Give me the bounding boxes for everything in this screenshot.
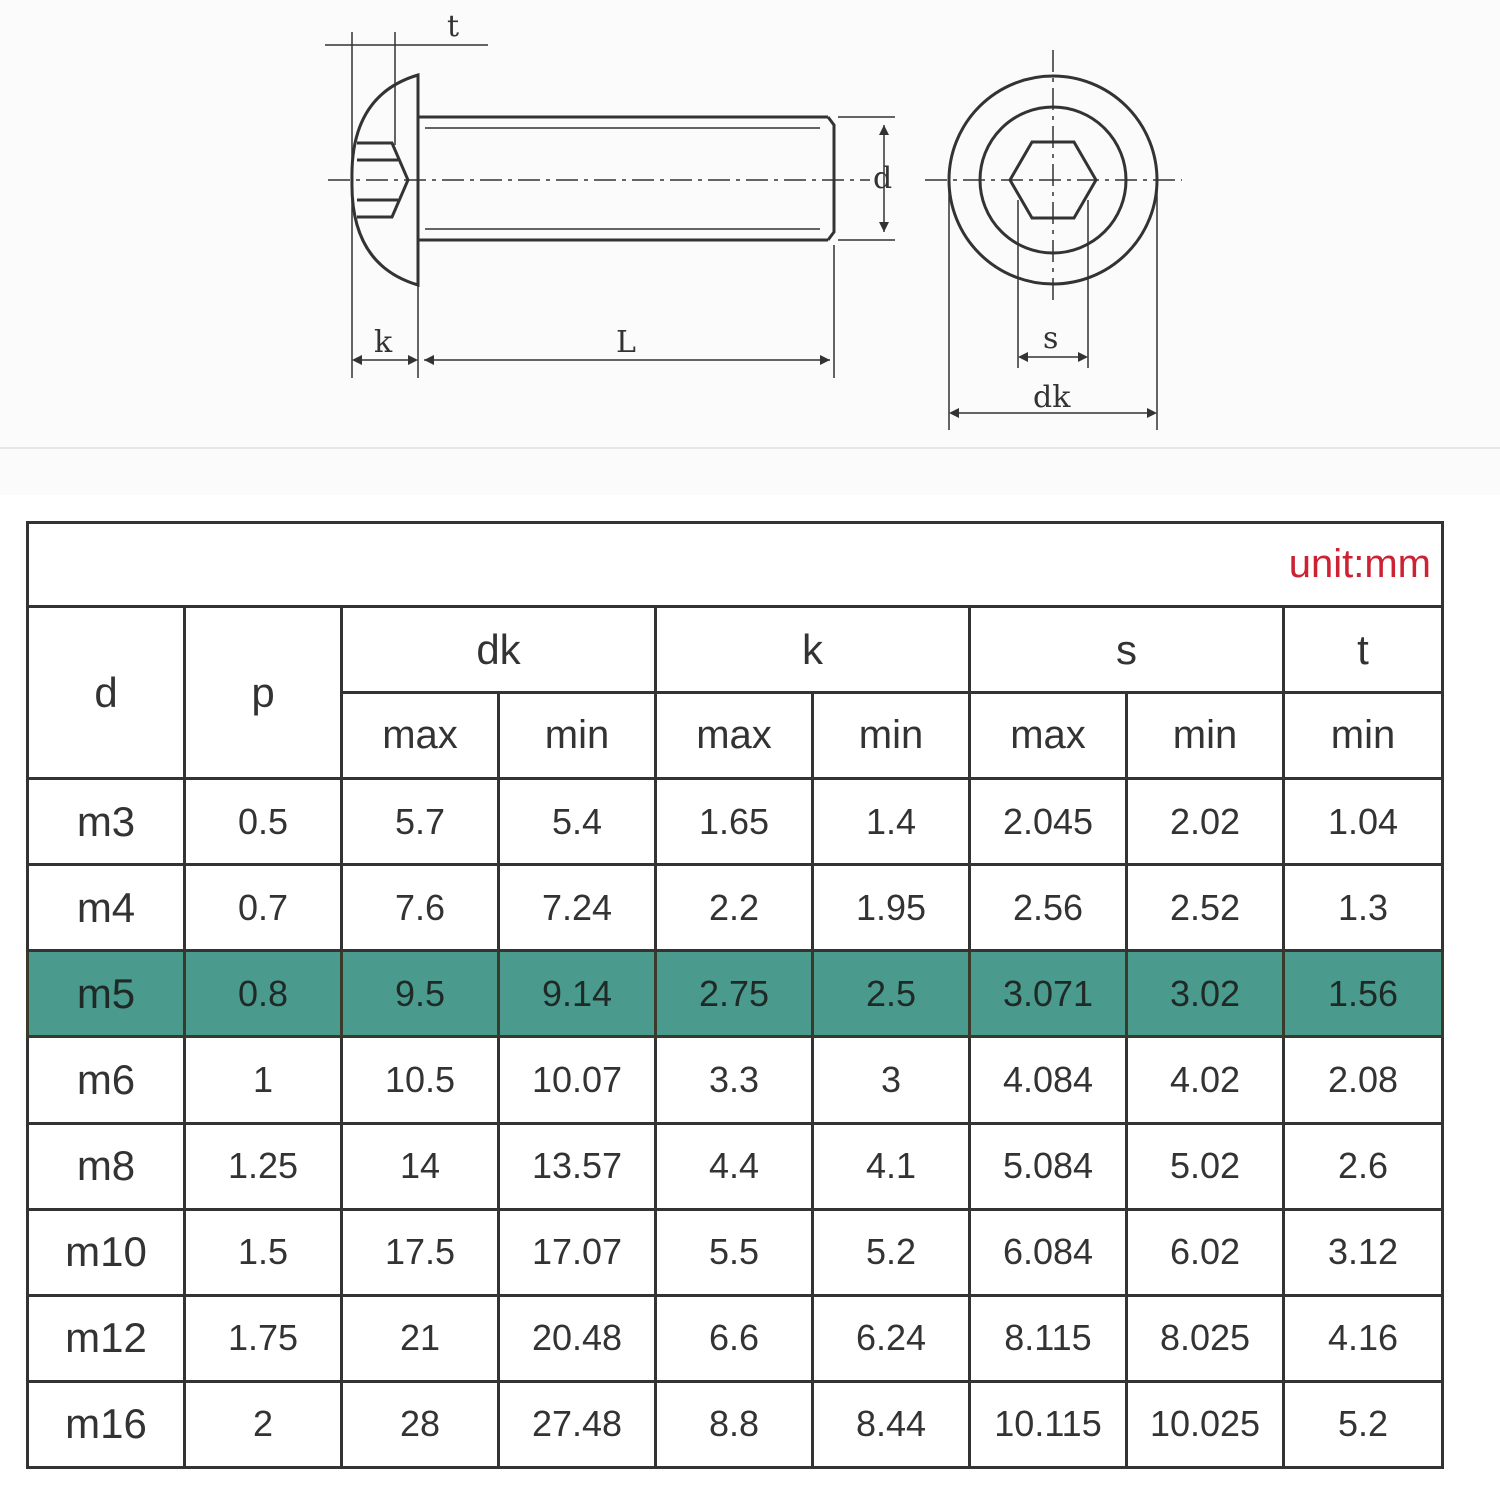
dimension-table — [26, 521, 1444, 1469]
cell-d: m3 — [28, 779, 185, 865]
cell-s-min: 2.52 — [1127, 865, 1284, 951]
table-row — [28, 865, 1443, 951]
cell-dk-min: 9.14 — [499, 951, 656, 1037]
header-k: k — [656, 607, 970, 693]
table-row — [28, 1381, 1443, 1467]
cell-dk-max: 7.6 — [342, 865, 499, 951]
cell-k-max: 3.3 — [656, 1037, 813, 1123]
dim-label-dk: dk — [1033, 380, 1071, 415]
cell-s-min: 10.025 — [1127, 1381, 1284, 1467]
cell-d: m16 — [28, 1381, 185, 1467]
cell-k-min: 8.44 — [813, 1381, 970, 1467]
cell-dk-max: 10.5 — [342, 1037, 499, 1123]
cell-s-max: 2.045 — [970, 779, 1127, 865]
cell-s-min: 8.025 — [1127, 1295, 1284, 1381]
cell-k-min: 1.95 — [813, 865, 970, 951]
cell-d: m8 — [28, 1123, 185, 1209]
technical-drawing — [0, 0, 1500, 495]
cell-k-max: 1.65 — [656, 779, 813, 865]
cell-d: m10 — [28, 1209, 185, 1295]
cell-s-min: 3.02 — [1127, 951, 1284, 1037]
cell-k-min: 6.24 — [813, 1295, 970, 1381]
cell-s-min: 2.02 — [1127, 779, 1284, 865]
cell-t-min: 2.6 — [1284, 1123, 1443, 1209]
table-row — [28, 1295, 1443, 1381]
cell-p: 1.75 — [185, 1295, 342, 1381]
cell-s-max: 5.084 — [970, 1123, 1127, 1209]
header-dk: dk — [342, 607, 656, 693]
dim-label-L: L — [616, 325, 636, 360]
cell-s-min: 5.02 — [1127, 1123, 1284, 1209]
dim-label-t: t — [447, 9, 460, 44]
table-row — [28, 779, 1443, 865]
cell-dk-max: 28 — [342, 1381, 499, 1467]
cell-s-max: 8.115 — [970, 1295, 1127, 1381]
subheader-t-min: min — [1284, 693, 1443, 779]
subheader-k-max: max — [656, 693, 813, 779]
cell-s-max: 4.084 — [970, 1037, 1127, 1123]
cell-p: 0.7 — [185, 865, 342, 951]
cell-d: m4 — [28, 865, 185, 951]
subheader-s-min: min — [1127, 693, 1284, 779]
table-row — [28, 1123, 1443, 1209]
cell-k-max: 5.5 — [656, 1209, 813, 1295]
cell-s-max: 10.115 — [970, 1381, 1127, 1467]
dim-label-d: d — [873, 161, 893, 196]
table-row-highlighted — [28, 951, 1443, 1037]
subheader-dk-min: min — [499, 693, 656, 779]
cell-p: 2 — [185, 1381, 342, 1467]
subheader-dk-max: max — [342, 693, 499, 779]
cell-p: 0.8 — [185, 951, 342, 1037]
cell-dk-min: 10.07 — [499, 1037, 656, 1123]
dim-label-s: s — [1043, 321, 1059, 356]
cell-k-min: 3 — [813, 1037, 970, 1123]
dim-label-k: k — [374, 325, 393, 360]
cell-k-max: 4.4 — [656, 1123, 813, 1209]
cell-t-min: 2.08 — [1284, 1037, 1443, 1123]
table-row — [28, 1037, 1443, 1123]
header-s: s — [970, 607, 1284, 693]
cell-dk-max: 14 — [342, 1123, 499, 1209]
cell-k-max: 2.2 — [656, 865, 813, 951]
cell-t-min: 1.56 — [1284, 951, 1443, 1037]
cell-dk-min: 5.4 — [499, 779, 656, 865]
cell-s-min: 4.02 — [1127, 1037, 1284, 1123]
screw-diagram-svg — [0, 0, 1500, 495]
cell-k-min: 1.4 — [813, 779, 970, 865]
subheader-k-min: min — [813, 693, 970, 779]
cell-t-min: 1.3 — [1284, 865, 1443, 951]
shank-end — [828, 117, 834, 240]
cell-p: 1 — [185, 1037, 342, 1123]
cell-k-max: 6.6 — [656, 1295, 813, 1381]
header-p: p — [185, 607, 342, 779]
cell-d: m12 — [28, 1295, 185, 1381]
cell-dk-min: 27.48 — [499, 1381, 656, 1467]
cell-p: 1.5 — [185, 1209, 342, 1295]
cell-p: 0.5 — [185, 779, 342, 865]
cell-dk-min: 17.07 — [499, 1209, 656, 1295]
cell-dk-max: 17.5 — [342, 1209, 499, 1295]
unit-label: unit:mm — [28, 523, 1443, 607]
cell-t-min: 3.12 — [1284, 1209, 1443, 1295]
cell-dk-max: 5.7 — [342, 779, 499, 865]
cell-dk-max: 9.5 — [342, 951, 499, 1037]
cell-t-min: 1.04 — [1284, 779, 1443, 865]
cell-s-max: 3.071 — [970, 951, 1127, 1037]
cell-k-max: 2.75 — [656, 951, 813, 1037]
cell-k-min: 2.5 — [813, 951, 970, 1037]
header-d: d — [28, 607, 185, 779]
cell-dk-max: 21 — [342, 1295, 499, 1381]
cell-d: m5 — [28, 951, 185, 1037]
cell-k-max: 8.8 — [656, 1381, 813, 1467]
cell-d: m6 — [28, 1037, 185, 1123]
cell-dk-min: 20.48 — [499, 1295, 656, 1381]
cell-k-min: 4.1 — [813, 1123, 970, 1209]
cell-t-min: 5.2 — [1284, 1381, 1443, 1467]
cell-dk-min: 13.57 — [499, 1123, 656, 1209]
cell-k-min: 5.2 — [813, 1209, 970, 1295]
table-row — [28, 1209, 1443, 1295]
cell-t-min: 4.16 — [1284, 1295, 1443, 1381]
cell-p: 1.25 — [185, 1123, 342, 1209]
subheader-s-max: max — [970, 693, 1127, 779]
cell-s-max: 2.56 — [970, 865, 1127, 951]
cell-s-min: 6.02 — [1127, 1209, 1284, 1295]
header-t: t — [1284, 607, 1443, 693]
cell-dk-min: 7.24 — [499, 865, 656, 951]
cell-s-max: 6.084 — [970, 1209, 1127, 1295]
